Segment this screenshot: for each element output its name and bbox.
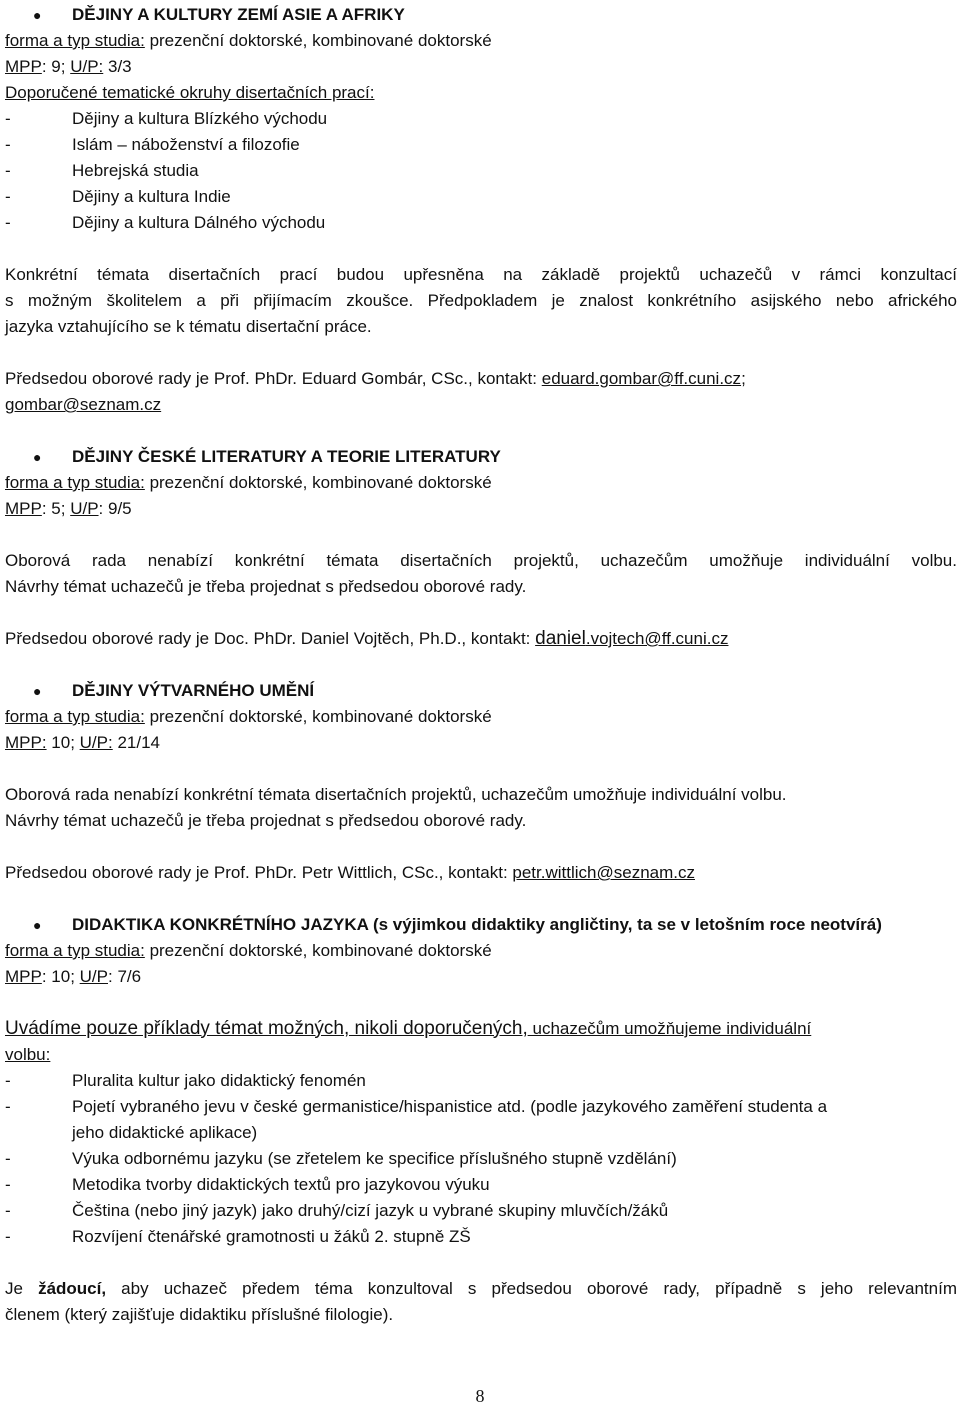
topic-item: - Dějiny a kultura Indie bbox=[5, 184, 957, 210]
dash-icon: - bbox=[5, 1149, 11, 1168]
email-link[interactable]: eduard.gombar@ff.cuni.cz bbox=[541, 369, 742, 388]
dash-icon: - bbox=[5, 187, 11, 206]
topic-item: - Hebrejská studia bbox=[5, 158, 957, 184]
topic-item: - Čeština (nebo jiný jazyk) jako druhý/cizí jazyk u vybrané skupiny mluvčích/žáků bbox=[5, 1198, 957, 1224]
dash-icon: - bbox=[5, 1227, 11, 1246]
dash-icon: - bbox=[5, 109, 11, 128]
examples-intro-cont: volbu: bbox=[5, 1045, 51, 1064]
document-page bbox=[5, 2, 957, 1328]
topic-item: - Islám – náboženství a filozofie bbox=[5, 132, 957, 158]
section-title: ● DĚJINY VÝTVARNÉHO UMĚNÍ bbox=[5, 678, 957, 704]
bullet-icon: ● bbox=[33, 7, 42, 23]
dash-icon: - bbox=[5, 135, 11, 154]
paragraph-line: Je žádoucí, aby uchazeč předem téma konzultoval s předsedou oborové rady, případně s jeho relevantním bbox=[5, 1279, 957, 1298]
paragraph-line: Konkrétní témata disertačních prací budou upřesněna na základě projektů uchazečů v rámci konzultací bbox=[5, 265, 957, 284]
topic-item: - Rozvíjení čtenářské gramotnosti u žáků 2. stupně ZŠ bbox=[5, 1224, 957, 1250]
dash-icon: - bbox=[5, 1201, 11, 1220]
chair-line: Předsedou oborové rady je Doc. PhDr. Daniel Vojtěch, Ph.D., kontakt: daniel.vojtech@ff.cuni.cz bbox=[5, 628, 729, 649]
paragraph-line: Oborová rada nenabízí konkrétní témata disertačních projektů, uchazečům umožňuje individuální volbu. bbox=[5, 551, 957, 570]
bullet-icon: ● bbox=[33, 683, 42, 699]
section-title: ● DĚJINY ČESKÉ LITERATURY A TEORIE LITERATURY bbox=[5, 444, 957, 470]
mpp-line: MPP: 9; U/P: 3/3 bbox=[5, 57, 132, 76]
study-form-line: forma a typ studia: prezenční doktorské, kombinované doktorské bbox=[5, 941, 492, 960]
topic-item: - Výuka odbornému jazyku (se zřetelem ke specifice příslušného stupně vzdělání) bbox=[5, 1146, 957, 1172]
email-link[interactable]: gombar@seznam.cz bbox=[5, 395, 162, 414]
email-link[interactable]: .vojtech@ff.cuni.cz bbox=[585, 629, 729, 648]
chair-line: Předsedou oborové rady je Prof. PhDr. Eduard Gombár, CSc., kontakt: eduard.gombar@ff.cuni.cz; bbox=[5, 369, 746, 388]
paragraph-line: jazyka vztahujícího se k tématu disertační práce. bbox=[5, 317, 372, 336]
paragraph-line: Návrhy témat uchazečů je třeba projednat s předsedou oborové rady. bbox=[5, 577, 527, 596]
paragraph-line: členem (který zajišťuje didaktiku příslušné filologie). bbox=[5, 1305, 394, 1324]
chair-line-cont bbox=[5, 392, 957, 418]
paragraph-line: Návrhy témat uchazečů je třeba projednat s předsedou oborové rady. bbox=[5, 811, 527, 830]
section-title: ● DĚJINY A KULTURY ZEMÍ ASIE A AFRIKY bbox=[5, 2, 957, 28]
topic-item: - Dějiny a kultura Dálného východu bbox=[5, 210, 957, 236]
email-link[interactable]: petr.wittlich@seznam.cz bbox=[512, 863, 695, 882]
study-form-line: forma a typ studia: prezenční doktorské, kombinované doktorské bbox=[5, 31, 492, 50]
topic-item: - Pluralita kultur jako didaktický fenomén bbox=[5, 1068, 957, 1094]
section-title: ● DIDAKTIKA KONKRÉTNÍHO JAZYKA (s výjimkou didaktiky angličtiny, ta se v letošním roce neotvírá) bbox=[5, 912, 957, 938]
dash-icon: - bbox=[5, 1071, 11, 1090]
topics-heading: Doporučené tematické okruhy disertačních prací: bbox=[5, 83, 375, 102]
email-link[interactable]: daniel bbox=[535, 628, 586, 649]
topic-item: - Pojetí vybraného jevu v české germanistice/hispanistice atd. (podle jazykového zaměření studenta a bbox=[5, 1094, 957, 1120]
paragraph-line: Oborová rada nenabízí konkrétní témata disertačních projektů, uchazečům umožňuje individuální volbu. bbox=[5, 785, 787, 804]
bullet-icon: ● bbox=[33, 449, 42, 465]
study-form-line: forma a typ studia: prezenční doktorské, kombinované doktorské bbox=[5, 473, 492, 492]
bullet-icon: ● bbox=[33, 917, 42, 933]
mpp-line: MPP: 10; U/P: 21/14 bbox=[5, 733, 160, 752]
examples-intro: Uvádíme pouze příklady témat možných, nikoli doporučených, uchazečům umožňujeme individuální bbox=[5, 1018, 812, 1039]
chair-line: Předsedou oborové rady je Prof. PhDr. Petr Wittlich, CSc., kontakt: petr.wittlich@seznam.cz bbox=[5, 863, 695, 882]
study-form-line: forma a typ studia: prezenční doktorské, kombinované doktorské bbox=[5, 707, 492, 726]
page-number: 8 bbox=[475, 1386, 485, 1406]
dash-icon: - bbox=[5, 1175, 11, 1194]
topic-item: - Metodika tvorby didaktických textů pro jazykovou výuku bbox=[5, 1172, 957, 1198]
dash-icon: - bbox=[5, 161, 11, 180]
topic-item: - Dějiny a kultura Blízkého východu bbox=[5, 106, 957, 132]
dash-icon: - bbox=[5, 213, 11, 232]
topic-item-cont: jeho didaktické aplikace) bbox=[72, 1123, 258, 1142]
mpp-line: MPP: 10; U/P: 7/6 bbox=[5, 967, 142, 986]
mpp-line: MPP: 5; U/P: 9/5 bbox=[5, 499, 132, 518]
paragraph-line: s možným školitelem a při přijímacím zkoušce. Předpokladem je znalost konkrétního asijského nebo afrického bbox=[5, 291, 957, 310]
dash-icon: - bbox=[5, 1097, 11, 1116]
